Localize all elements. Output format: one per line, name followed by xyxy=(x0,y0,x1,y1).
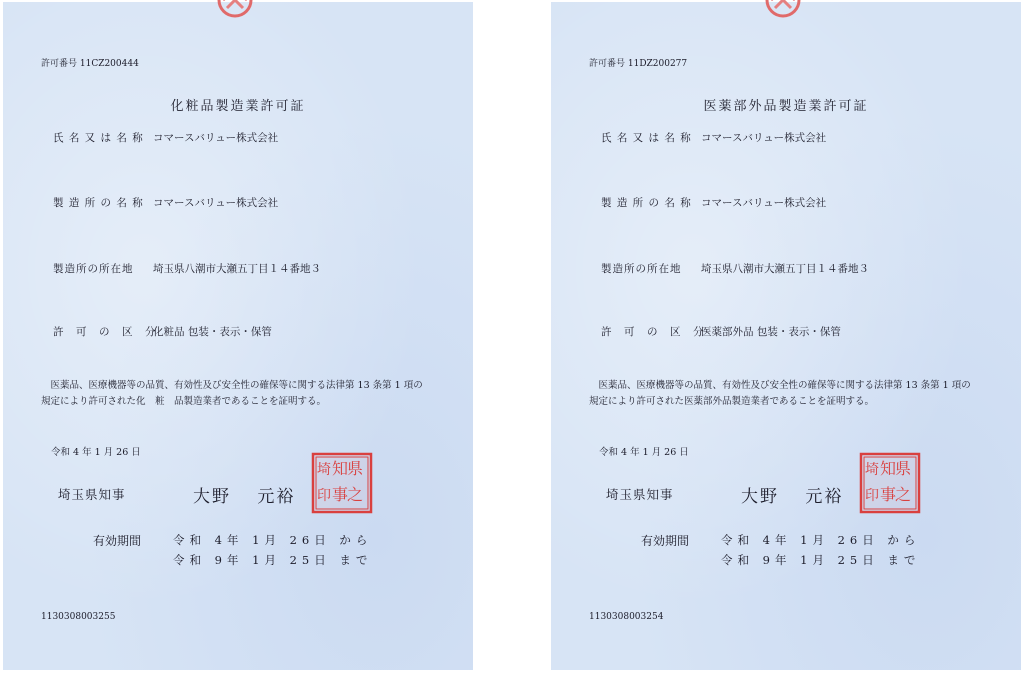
row-label-category: 許 可 の 区 分 xyxy=(53,326,157,338)
row-label-name: 氏 名 又 は 名 称 xyxy=(53,132,144,144)
svg-text:県: 県 xyxy=(346,459,364,478)
issue-date: 令和 4 年 1 月 26 日 xyxy=(51,447,141,458)
permit-number: 許可番号 11CZ200444 xyxy=(41,59,139,69)
certification-text: 医薬品、医療機器等の品質、有効性及び安全性の確保等に関する法律第 13 条第 1 項の 規定により許可された医薬部外品製造業者であることを証明する。 xyxy=(589,380,971,407)
svg-text:事: 事 xyxy=(331,485,349,504)
svg-text:知: 知 xyxy=(879,459,897,478)
quasi-drug-license-document xyxy=(551,2,1021,670)
top-seal-icon xyxy=(213,0,257,18)
svg-text:印: 印 xyxy=(317,488,331,504)
validity-label: 有効期間 xyxy=(641,534,690,548)
svg-text:埼: 埼 xyxy=(317,462,331,478)
row-value-name: コマースバリュー株式会社 xyxy=(153,132,279,144)
row-value-address: 埼玉県八潮市大瀬五丁目１４番地３ xyxy=(701,263,869,275)
validity-to: 令和 9年 1月 25日 まで xyxy=(173,553,373,567)
row-value-address: 埼玉県八潮市大瀬五丁目１４番地３ xyxy=(153,263,321,275)
validity-label: 有効期間 xyxy=(93,534,142,548)
governor-name: 大野 元裕 xyxy=(741,487,844,507)
permit-number: 許可番号 11DZ200277 xyxy=(589,59,688,69)
svg-text:之: 之 xyxy=(894,485,912,504)
row-value-facility-name: コマースバリュー株式会社 xyxy=(153,197,279,209)
top-seal-icon xyxy=(761,0,805,18)
row-value-category: 化粧品 包装・表示・保管 xyxy=(153,326,272,338)
row-label-name: 氏 名 又 は 名 称 xyxy=(601,132,692,144)
governor-seal-icon xyxy=(859,452,921,514)
row-label-facility-name: 製 造 所 の 名 称 xyxy=(601,197,692,209)
row-label-address: 製造所の所在地 xyxy=(53,263,134,275)
svg-text:印: 印 xyxy=(865,488,879,504)
validity-from: 令和 4年 1月 26日 から xyxy=(721,533,921,547)
svg-text:県: 県 xyxy=(894,459,912,478)
certification-text: 医薬品、医療機器等の品質、有効性及び安全性の確保等に関する法律第 13 条第 1 項の 規定により許可された化 粧 品製造業者であることを証明する。 xyxy=(41,380,423,407)
governor-title: 埼玉県知事 xyxy=(58,487,126,502)
document-title: 化粧品製造業許可証 xyxy=(170,99,306,114)
governor-seal-icon xyxy=(311,452,373,514)
cosmetics-license-document xyxy=(3,2,473,670)
validity-from: 令和 4年 1月 26日 から xyxy=(173,533,373,547)
row-value-facility-name: コマースバリュー株式会社 xyxy=(701,197,827,209)
issue-date: 令和 4 年 1 月 26 日 xyxy=(599,447,689,458)
serial-number: 1130308003255 xyxy=(41,612,116,622)
svg-text:事: 事 xyxy=(879,485,897,504)
svg-text:知: 知 xyxy=(331,459,349,478)
svg-text:埼: 埼 xyxy=(865,462,879,478)
serial-number: 1130308003254 xyxy=(589,612,664,622)
row-value-category: 医薬部外品 包装・表示・保管 xyxy=(701,326,841,338)
validity-to: 令和 9年 1月 25日 まで xyxy=(721,553,921,567)
row-value-name: コマースバリュー株式会社 xyxy=(701,132,827,144)
governor-name: 大野 元裕 xyxy=(193,487,296,507)
row-label-address: 製造所の所在地 xyxy=(601,263,682,275)
document-title: 医薬部外品製造業許可証 xyxy=(703,99,869,114)
svg-text:之: 之 xyxy=(346,485,364,504)
row-label-category: 許 可 の 区 分 xyxy=(601,326,705,338)
row-label-facility-name: 製 造 所 の 名 称 xyxy=(53,197,144,209)
governor-title: 埼玉県知事 xyxy=(606,487,674,502)
